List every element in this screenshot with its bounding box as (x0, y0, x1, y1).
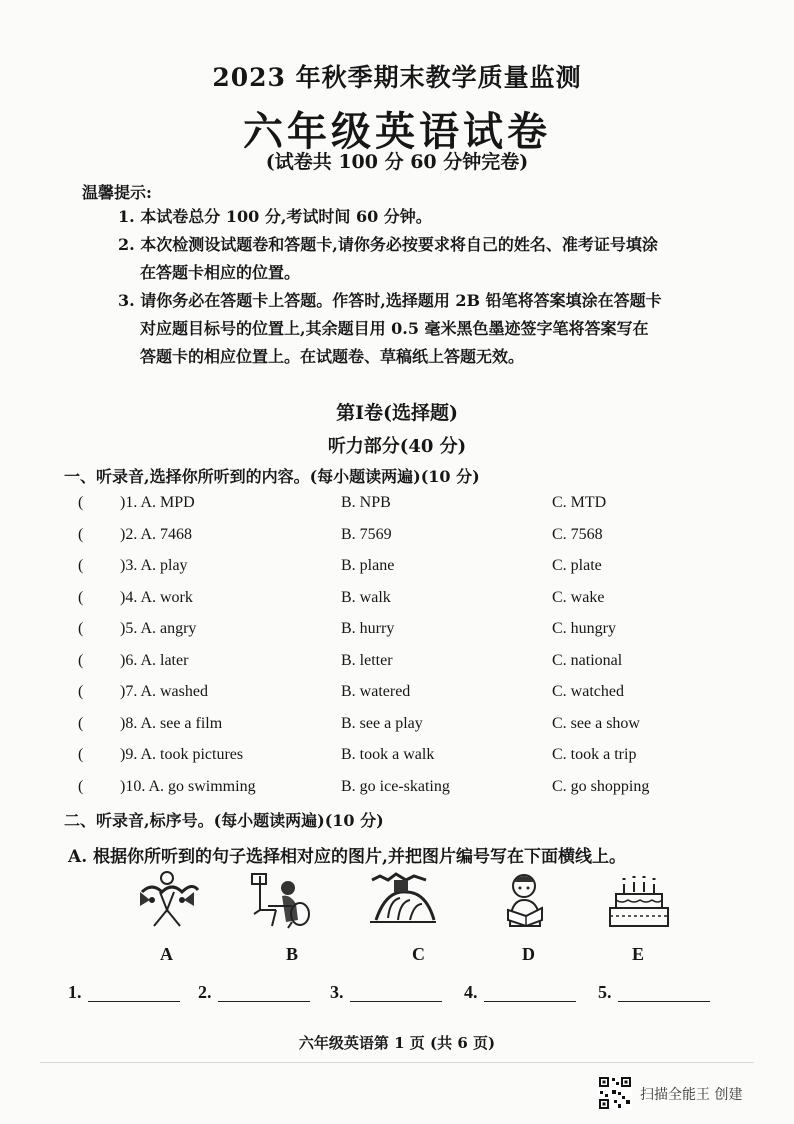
option-b: B. 7569 (341, 525, 392, 543)
picture-d-reading-boy (496, 870, 576, 940)
answer-paren[interactable]: ( (78, 620, 84, 637)
option-b: B. see a play (341, 714, 423, 732)
answer-blank-number: 3. (330, 982, 344, 1002)
option-b: B. watered (341, 683, 411, 700)
answer-paren[interactable]: ( (78, 714, 84, 732)
exam-title-note: (试卷共 100 分 60 分钟完卷) (265, 151, 529, 173)
option-b: B. NPB (341, 494, 391, 511)
answer-blank[interactable] (464, 982, 576, 1003)
option-a: )8. A. see a film (120, 714, 223, 732)
answer-paren[interactable]: ( (78, 777, 84, 795)
answer-blank-number: 5. (598, 982, 612, 1002)
option-a: )10. A. go swimming (120, 777, 256, 795)
page-footer: 六年级英语第 1 页 (共 6 页) (298, 1034, 496, 1052)
option-b: B. hurry (341, 620, 395, 637)
exam-title-line1: 2023 年秋季期末教学质量监测 (212, 63, 582, 92)
option-c: C. watched (552, 683, 624, 700)
option-a: )2. A. 7468 (120, 525, 192, 543)
option-a: )6. A. later (120, 651, 189, 669)
picture-label: A (160, 944, 173, 964)
option-c: C. wake (552, 588, 605, 606)
answer-blank[interactable] (330, 982, 442, 1003)
watermark-text: 扫描全能王 创建 (640, 1087, 743, 1103)
option-c: C. go shopping (552, 777, 650, 795)
qr-code-icon (598, 1076, 632, 1110)
picture-label: E (632, 944, 645, 964)
answer-paren[interactable]: ( (78, 651, 84, 669)
answer-paren[interactable]: ( (78, 746, 84, 763)
option-c: C. took a trip (552, 746, 637, 763)
question-row (0, 589, 794, 619)
answer-paren[interactable]: ( (78, 494, 84, 511)
answer-blank[interactable] (68, 982, 180, 1003)
option-b: B. plane (341, 557, 395, 574)
tip-line: 3. 请你务必在答题卡上答题。作答时,选择题用 2B 铅笔将答案填涂在答题卡 (118, 291, 662, 310)
tips-label: 温馨提示: (82, 183, 152, 202)
option-c: C. see a show (552, 714, 640, 732)
option-a: )9. A. took pictures (120, 746, 244, 763)
question-row (0, 746, 794, 776)
question-row (0, 494, 794, 524)
exam-title-main: 六年级英语试卷 (243, 108, 551, 155)
option-c: C. national (552, 651, 623, 669)
option-a: )3. A. play (120, 557, 188, 574)
option-a: )5. A. angry (120, 620, 197, 637)
question-row (0, 683, 794, 713)
option-a: )7. A. washed (120, 683, 208, 700)
picture-a-dancing-kids (132, 870, 212, 940)
question-row (0, 557, 794, 587)
tip-line: 1. 本试卷总分 100 分,考试时间 60 分钟。 (118, 207, 432, 226)
part2-instruction: A. 根据你所听到的句子选择相对应的图片,并把图片编号写在下面横线上。 (68, 847, 626, 867)
option-b: B. walk (341, 588, 391, 606)
picture-label: C (412, 944, 425, 964)
option-b: B. took a walk (341, 746, 435, 763)
question-row (0, 526, 794, 556)
answer-blank-number: 4. (464, 982, 478, 1002)
tip-line: 2. 本次检测设试题卷和答题卡,请你务必按要求将自己的姓名、准考证号填涂 (118, 235, 658, 254)
option-c: C. 7568 (552, 525, 603, 543)
answer-blank[interactable] (598, 982, 710, 1003)
option-c: C. plate (552, 557, 602, 574)
footer-divider (40, 1062, 754, 1063)
answer-blank[interactable] (198, 982, 310, 1003)
picture-label: D (522, 944, 535, 964)
answer-paren[interactable]: ( (78, 557, 84, 574)
picture-c-sleigh (366, 870, 446, 940)
answer-paren[interactable]: ( (78, 683, 84, 700)
part1-heading: 一、听录音,选择你所听到的内容。(每小题读两遍)(10 分) (64, 467, 480, 486)
option-a: )4. A. work (120, 588, 193, 606)
answer-blank-number: 2. (198, 982, 212, 1002)
section-subtitle: 听力部分(40 分) (327, 436, 467, 457)
option-c: C. hungry (552, 620, 616, 637)
question-row (0, 778, 794, 808)
tip-line: 答题卡的相应位置上。在试题卷、草稿纸上答题无效。 (140, 347, 525, 366)
question-row (0, 715, 794, 745)
tip-line: 对应题目标号的位置上,其余题目用 0.5 毫米黑色墨迹签字笔将答案写在 (140, 319, 649, 338)
tip-line: 在答题卡相应的位置。 (140, 263, 301, 282)
part2-heading: 二、听录音,标序号。(每小题读两遍)(10 分) (64, 811, 384, 830)
question-row (0, 652, 794, 682)
answer-paren[interactable]: ( (78, 525, 84, 543)
question-row (0, 620, 794, 650)
answer-paren[interactable]: ( (78, 588, 84, 606)
option-c: C. MTD (552, 494, 607, 511)
option-b: B. letter (341, 651, 393, 669)
picture-label: B (286, 944, 299, 964)
answer-blank-number: 1. (68, 982, 82, 1002)
option-a: )1. A. MPD (120, 494, 195, 511)
section-title: 第Ⅰ卷(选择题) (336, 402, 458, 424)
option-b: B. go ice-skating (341, 777, 450, 795)
picture-row (0, 870, 794, 940)
picture-e-birthday-cake (606, 870, 686, 940)
picture-b-computer-user (246, 870, 326, 940)
